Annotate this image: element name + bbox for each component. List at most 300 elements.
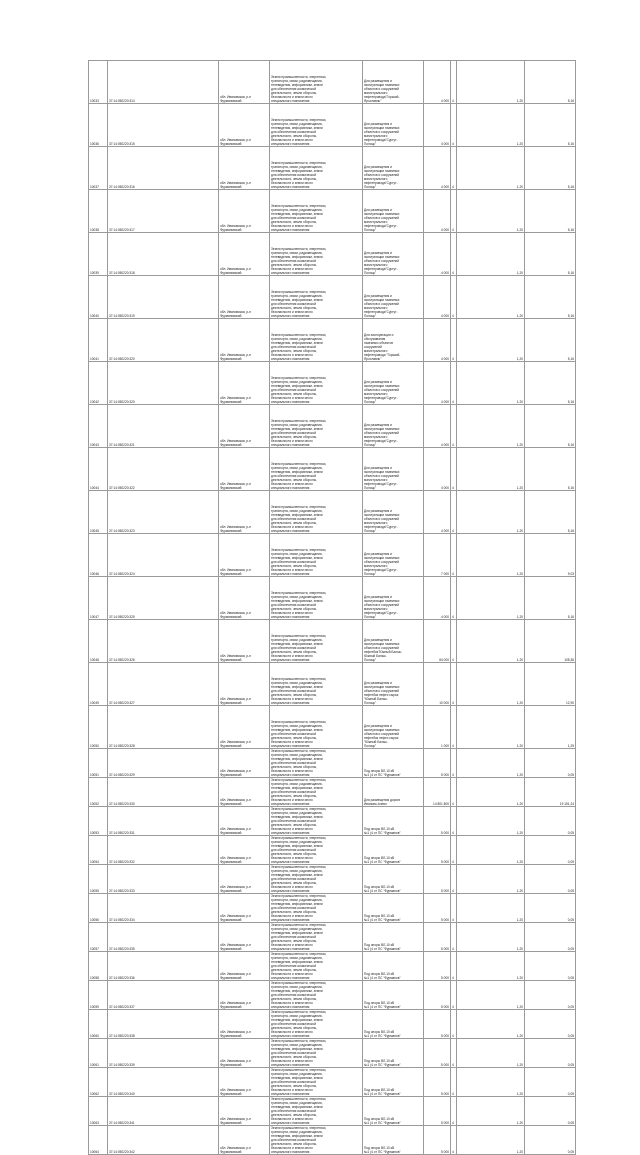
land-category-cell-line: Земли промышленности, энергетики, xyxy=(271,807,327,811)
location-cell xyxy=(219,61,270,104)
permitted-use-cell xyxy=(363,147,424,190)
land-category-cell-line: деятельности, земли обороны, xyxy=(271,1113,317,1117)
row-id-cell: 10043 xyxy=(89,405,108,448)
land-category-cell-line: Земли промышленности, энергетики, xyxy=(271,677,327,681)
location-cell-line: Фурмановский xyxy=(220,773,242,777)
land-category-cell-line: для обеспечения космической xyxy=(271,173,317,177)
area-cell: 84 000 xyxy=(424,620,451,663)
table-row xyxy=(89,405,576,448)
land-category-cell-line: для обеспечения космической xyxy=(271,87,317,91)
land-category-cell-line: деятельности, земли обороны, xyxy=(271,177,317,181)
location-cell-line: Фурмановский xyxy=(220,1034,242,1038)
location-cell-line: обл. Ивановская, р-н xyxy=(220,267,251,271)
land-category-cell-line: телевидения, информатики, земли xyxy=(271,384,323,388)
amount-cell: 0,05 xyxy=(525,1068,576,1097)
land-category-cell-line: специального назначения xyxy=(271,99,310,103)
area-cell: 5 000 xyxy=(424,836,451,865)
permitted-use-cell-line: магистрального xyxy=(364,392,388,396)
location-cell xyxy=(219,104,270,147)
land-category-cell-line: для обеспечения космической xyxy=(271,1080,317,1084)
location-cell-line: обл. Ивановская, р-н xyxy=(220,1001,251,1005)
unit-cell: 4 xyxy=(451,534,457,577)
permitted-use-cell-line: нефтепровода"Горький- xyxy=(364,95,400,99)
permitted-use-cell-line: магистрального xyxy=(364,349,388,353)
land-category-cell-line: транспорта, связи, радиовещания, xyxy=(271,337,323,341)
area-cell: 5 000 xyxy=(424,1126,451,1155)
land-category-cell-line: транспорта, связи, радиовещания, xyxy=(271,681,323,685)
amount-cell: 5,16 xyxy=(525,405,576,448)
land-category-cell-line: транспорта, связи, радиовещания, xyxy=(271,423,323,427)
land-category-cell-line: Земли промышленности, энергетики, xyxy=(271,548,327,552)
unit-cell: 4 xyxy=(451,807,457,836)
permitted-use-cell-line: №1 (4 от ПС "Фурманов" xyxy=(364,1092,401,1096)
table-row xyxy=(89,778,576,807)
row-id-cell: 10039 xyxy=(89,233,108,276)
cadastral-number-cell: 37:14:050220:337 xyxy=(108,981,219,1010)
location-cell-line: Фурмановский xyxy=(220,976,242,980)
table-row xyxy=(89,448,576,491)
location-cell-line: обл. Ивановская, р-н xyxy=(220,138,251,142)
land-category-cell-line: безопасности и земли иного xyxy=(271,697,313,701)
cadastral-number-cell: 37:14:050220:321 xyxy=(108,405,219,448)
land-category-cell-line: деятельности, земли обороны, xyxy=(271,910,317,914)
unit-cell: 4 xyxy=(451,448,457,491)
land-category-cell-line: транспорта, связи, радиовещания, xyxy=(271,165,323,169)
location-cell xyxy=(219,836,270,865)
location-cell-line: обл. Ивановская, р-н xyxy=(220,568,251,572)
land-category-cell-line: транспорта, связи, радиовещания, xyxy=(271,294,323,298)
permitted-use-cell xyxy=(363,923,424,952)
land-category-cell-line: телевидения, информатики, земли xyxy=(271,642,323,646)
permitted-use-cell xyxy=(363,836,424,865)
location-cell xyxy=(219,923,270,952)
row-id-cell: 10033 xyxy=(89,61,108,104)
table-row xyxy=(89,577,576,620)
land-category-cell xyxy=(270,104,363,147)
cadastral-number-cell: 37:14:050220:342 xyxy=(108,1126,219,1155)
land-category-cell-line: безопасности и земли иного xyxy=(271,568,313,572)
land-category-cell-line: транспорта, связи, радиовещания, xyxy=(271,1101,323,1105)
permitted-use-cell-line: обслуживания xyxy=(364,337,386,341)
location-cell-line: обл. Ивановская, р-н xyxy=(220,798,251,802)
area-cell: 4 000 xyxy=(424,577,451,620)
land-category-cell-line: транспорта, связи, радиовещания, xyxy=(271,724,323,728)
land-category-cell-line: Земли промышленности, энергетики, xyxy=(271,749,327,753)
rate-cell: 1,20 xyxy=(457,1039,525,1068)
row-id-cell: 10040 xyxy=(89,276,108,319)
permitted-use-cell-line: нефтепровода"Сургут- xyxy=(364,439,398,443)
amount-cell: 0,05 xyxy=(525,749,576,778)
location-cell-line: обл. Ивановская, р-н xyxy=(220,914,251,918)
location-cell-line: обл. Ивановская, р-н xyxy=(220,654,251,658)
table-row xyxy=(89,1039,576,1068)
land-category-cell-line: Земли промышленности, энергетики, xyxy=(271,634,327,638)
location-cell-line: обл. Ивановская, р-н xyxy=(220,697,251,701)
row-id-cell: 10051 xyxy=(89,749,108,778)
area-cell: 5 000 xyxy=(424,952,451,981)
location-cell-line: обл. Ивановская, р-н xyxy=(220,482,251,486)
land-category-cell-line: телевидения, информатики, земли xyxy=(271,786,323,790)
land-category-cell xyxy=(270,190,363,233)
unit-cell: 4 xyxy=(451,952,457,981)
permitted-use-cell-line: эксплуатации наземных xyxy=(364,513,400,517)
land-category-cell-line: деятельности, земли обороны, xyxy=(271,1026,317,1030)
permitted-use-cell-line: эксплуатации наземных xyxy=(364,255,400,259)
location-cell xyxy=(219,319,270,362)
location-cell xyxy=(219,1068,270,1097)
unit-cell: 4 xyxy=(451,749,457,778)
unit-cell: 4 xyxy=(451,778,457,807)
location-cell-line: обл. Ивановская, р-н xyxy=(220,181,251,185)
location-cell xyxy=(219,663,270,706)
permitted-use-cell xyxy=(363,865,424,894)
land-category-cell-line: деятельности, земли обороны, xyxy=(271,1055,317,1059)
permitted-use-cell-line: №1 (4 от ПС "Фурманов" xyxy=(364,831,401,835)
land-category-cell-line: деятельности, земли обороны, xyxy=(271,650,317,654)
rate-cell: 1,20 xyxy=(457,1068,525,1097)
location-cell-line: обл. Ивановская, р-н xyxy=(220,611,251,615)
area-cell: 5 000 xyxy=(424,894,451,923)
area-cell: 5 000 xyxy=(424,923,451,952)
land-category-cell-line: специального назначения xyxy=(271,701,310,705)
permitted-use-cell-line: Под опоры ВЛ-10 кВ xyxy=(364,914,395,918)
amount-cell: 5,16 xyxy=(525,491,576,534)
land-category-cell-line: Земли промышленности, энергетики, xyxy=(271,591,327,595)
location-cell xyxy=(219,1126,270,1155)
permitted-use-cell-line: №1 (4 от ПС "Фурманов" xyxy=(364,1005,401,1009)
location-cell xyxy=(219,749,270,778)
location-cell-line: Фурмановский xyxy=(220,314,242,318)
unit-cell: 4 xyxy=(451,577,457,620)
land-category-cell-line: транспорта, связи, радиовещания, xyxy=(271,1043,323,1047)
location-cell xyxy=(219,894,270,923)
amount-cell: 0,05 xyxy=(525,865,576,894)
land-category-cell-line: Земли промышленности, энергетики, xyxy=(271,419,327,423)
row-id-cell: 10054 xyxy=(89,836,108,865)
land-category-cell-line: для обеспечения космической xyxy=(271,877,317,881)
land-category-cell-line: Земли промышленности, энергетики, xyxy=(271,462,327,466)
land-category-cell-line: деятельности, земли обороны, xyxy=(271,881,317,885)
cadastral-number-cell: 37:14:050220:327 xyxy=(108,663,219,706)
location-cell-line: Фурмановский xyxy=(220,1005,242,1009)
land-category-cell-line: телевидения, информатики, земли xyxy=(271,427,323,431)
location-cell xyxy=(219,807,270,836)
land-category-cell-line: Земли промышленности, энергетики, xyxy=(271,1039,327,1043)
land-category-cell-line: для обеспечения космической xyxy=(271,474,317,478)
unit-cell: 4 xyxy=(451,319,457,362)
permitted-use-cell-line: сооружений xyxy=(364,345,382,349)
location-cell xyxy=(219,778,270,807)
permitted-use-cell-line: Для размещения и xyxy=(364,724,392,728)
land-category-cell-line: специального назначения xyxy=(271,142,310,146)
permitted-use-cell-line: объектов и сооружений xyxy=(364,474,399,478)
land-category-cell xyxy=(270,807,363,836)
permitted-use-cell-line: Под опоры ВЛ-10 кВ xyxy=(364,1030,395,1034)
land-category-cell-line: телевидения, информатики, земли xyxy=(271,1076,323,1080)
land-category-cell-line: Земли промышленности, энергетики, xyxy=(271,778,327,782)
unit-cell: 4 xyxy=(451,362,457,405)
permitted-use-cell-line: Для размещения и xyxy=(364,509,392,513)
land-category-cell-line: для обеспечения космической xyxy=(271,819,317,823)
permitted-use-cell-line: эксплуатации наземных xyxy=(364,427,400,431)
permitted-use-cell-line: Для размещения и xyxy=(364,595,392,599)
location-cell xyxy=(219,448,270,491)
unit-cell: 4 xyxy=(451,620,457,663)
land-category-cell-line: деятельности, земли обороны, xyxy=(271,349,317,353)
unit-cell: 4 xyxy=(451,276,457,319)
permitted-use-cell-line: Полоцк" xyxy=(364,228,377,232)
cadastral-number-cell: 37:14:050220:334 xyxy=(108,894,219,923)
permitted-use-cell-line: нефтебаз"Южный Балык- xyxy=(364,650,402,654)
land-category-cell-line: безопасности и земли иного xyxy=(271,827,313,831)
land-category-cell-line: транспорта, связи, радиовещания, xyxy=(271,811,323,815)
area-cell: 5 000 xyxy=(424,749,451,778)
permitted-use-cell-line: нефтепровода"Сургут- xyxy=(364,568,398,572)
land-category-cell-line: телевидения, информатики, земли xyxy=(271,599,323,603)
land-category-cell-line: деятельности, земли обороны, xyxy=(271,220,317,224)
land-category-cell-line: транспорта, связи, радиовещания, xyxy=(271,985,323,989)
table-row xyxy=(89,362,576,405)
land-category-cell-line: специального назначения xyxy=(271,185,310,189)
permitted-use-cell xyxy=(363,952,424,981)
table-row xyxy=(89,952,576,981)
unit-cell: 4 xyxy=(451,491,457,534)
cadastral-number-cell: 37:14:050220:330 xyxy=(108,778,219,807)
amount-cell: 5,16 xyxy=(525,362,576,405)
area-cell: 4 000 xyxy=(424,61,451,104)
amount-cell: 5,16 xyxy=(525,577,576,620)
land-category-cell-line: транспорта, связи, радиовещания, xyxy=(271,380,323,384)
land-category-cell-line: телевидения, информатики, земли xyxy=(271,1047,323,1051)
location-cell-line: Фурмановский xyxy=(220,357,242,361)
land-category-cell xyxy=(270,1097,363,1126)
location-cell-line: обл. Ивановская, р-н xyxy=(220,439,251,443)
permitted-use-cell-line: Полоцк" xyxy=(364,572,377,576)
land-category-cell-line: специального назначения xyxy=(271,658,310,662)
location-cell xyxy=(219,577,270,620)
row-id-cell: 10037 xyxy=(89,147,108,190)
permitted-use-cell-line: объектов и сооружений xyxy=(364,87,399,91)
land-category-cell-line: безопасности и земли иного xyxy=(271,310,313,314)
row-id-cell: 10045 xyxy=(89,491,108,534)
permitted-use-cell-line: эксплуатации наземных xyxy=(364,599,400,603)
location-cell xyxy=(219,981,270,1010)
amount-cell: 12,90 xyxy=(525,663,576,706)
permitted-use-cell-line: эксплуатации наземных xyxy=(364,298,400,302)
cadastral-number-cell: 37:14:050220:328 xyxy=(108,706,219,749)
land-category-cell-line: Земли промышленности, энергетики, xyxy=(271,290,327,294)
row-id-cell: 10042 xyxy=(89,362,108,405)
land-category-cell-line: телевидения, информатики, земли xyxy=(271,728,323,732)
land-category-cell-line: для обеспечения космической xyxy=(271,431,317,435)
land-plot-table xyxy=(88,60,576,1155)
area-cell: 4 000 xyxy=(424,405,451,448)
row-id-cell: 10046 xyxy=(89,534,108,577)
land-category-cell-line: Земли промышленности, энергетики, xyxy=(271,204,327,208)
unit-cell: 4 xyxy=(451,706,457,749)
cadastral-number-cell: 37:14:050220:335 xyxy=(108,923,219,952)
land-category-cell xyxy=(270,534,363,577)
location-cell-line: Фурмановский xyxy=(220,486,242,490)
permitted-use-cell-line: эксплуатации наземных xyxy=(364,728,400,732)
unit-cell: 4 xyxy=(451,894,457,923)
land-category-cell-line: специального назначения xyxy=(271,860,310,864)
land-category-cell-line: специального назначения xyxy=(271,889,310,893)
permitted-use-cell-line: Полоцк" xyxy=(364,701,377,705)
unit-cell: 4 xyxy=(451,836,457,865)
permitted-use-cell-line: эксплуатации наземных xyxy=(364,556,400,560)
location-cell-line: Фурмановский xyxy=(220,185,242,189)
table-row xyxy=(89,61,576,104)
permitted-use-cell-line: №1 (4 от ПС "Фурманов" xyxy=(364,773,401,777)
amount-cell: 1,29 xyxy=(525,706,576,749)
land-category-cell-line: Земли промышленности, энергетики, xyxy=(271,118,327,122)
permitted-use-cell-line: Под опоры ВЛ-10 кВ xyxy=(364,1088,395,1092)
table-row xyxy=(89,104,576,147)
land-category-cell xyxy=(270,894,363,923)
land-category-cell-line: для обеспечения космической xyxy=(271,848,317,852)
land-category-cell-line: специального назначения xyxy=(271,918,310,922)
permitted-use-cell-line: нефтепровода"Сургут- xyxy=(364,224,398,228)
permitted-use-cell-line: магистрального xyxy=(364,521,388,525)
land-category-cell-line: безопасности и земли иного xyxy=(271,1088,313,1092)
permitted-use-cell xyxy=(363,1126,424,1155)
land-category-cell-line: для обеспечения космической xyxy=(271,689,317,693)
permitted-use-cell-line: №1 (4 от ПС "Фурманов" xyxy=(364,976,401,980)
permitted-use-cell-line: наземных объектов xyxy=(364,341,393,345)
permitted-use-cell-line: магистрального xyxy=(364,177,388,181)
area-cell: 10 000 xyxy=(424,663,451,706)
land-plot-table-sheet xyxy=(88,60,574,1155)
area-cell: 1 000 xyxy=(424,706,451,749)
rate-cell: 1,20 xyxy=(457,276,525,319)
permitted-use-cell-line: Под опоры ВЛ-10 кВ xyxy=(364,769,395,773)
unit-cell: 4 xyxy=(451,1068,457,1097)
table-row xyxy=(89,923,576,952)
rate-cell: 1,20 xyxy=(457,491,525,534)
amount-cell: 5,16 xyxy=(525,276,576,319)
land-category-cell-line: деятельности, земли обороны, xyxy=(271,564,317,568)
rate-cell: 1,20 xyxy=(457,749,525,778)
land-category-cell-line: безопасности и земли иного xyxy=(271,1030,313,1034)
land-category-cell-line: безопасности и земли иного xyxy=(271,1001,313,1005)
row-id-cell: 10062 xyxy=(89,1068,108,1097)
land-category-cell xyxy=(270,276,363,319)
permitted-use-cell xyxy=(363,448,424,491)
land-category-cell-line: Земли промышленности, энергетики, xyxy=(271,952,327,956)
land-category-cell-line: транспорта, связи, радиовещания, xyxy=(271,1130,323,1134)
cadastral-number-cell: 37:14:050220:336 xyxy=(108,952,219,981)
location-cell-line: обл. Ивановская, р-н xyxy=(220,1059,251,1063)
land-category-cell-line: телевидения, информатики, земли xyxy=(271,902,323,906)
land-category-cell-line: телевидения, информатики, земли xyxy=(271,126,323,130)
amount-cell: 5,16 xyxy=(525,190,576,233)
permitted-use-cell-line: нефтепровода"Сургут- xyxy=(364,138,398,142)
land-category-cell xyxy=(270,706,363,749)
land-category-cell-line: транспорта, связи, радиовещания, xyxy=(271,869,323,873)
land-category-cell-line: специального назначения xyxy=(271,615,310,619)
permitted-use-cell-line: магистрального xyxy=(364,91,388,95)
amount-cell: 9,03 xyxy=(525,534,576,577)
permitted-use-cell xyxy=(363,405,424,448)
permitted-use-cell-line: объектов и сооружений xyxy=(364,130,399,134)
land-category-cell-line: телевидения, информатики, земли xyxy=(271,255,323,259)
land-category-cell xyxy=(270,1010,363,1039)
land-category-cell xyxy=(270,778,363,807)
amount-cell: 0,05 xyxy=(525,981,576,1010)
land-category-cell xyxy=(270,865,363,894)
permitted-use-cell-line: Ярославль" xyxy=(364,357,382,361)
land-category-cell-line: безопасности и земли иного xyxy=(271,267,313,271)
location-cell-line: Фурмановский xyxy=(220,615,242,619)
land-category-cell-line: транспорта, связи, радиовещания, xyxy=(271,552,323,556)
table-row xyxy=(89,981,576,1010)
row-id-cell: 10052 xyxy=(89,778,108,807)
land-category-cell-line: Земли промышленности, энергетики, xyxy=(271,1126,327,1130)
location-cell-line: обл. Ивановская, р-н xyxy=(220,1117,251,1121)
row-id-cell: 10047 xyxy=(89,577,108,620)
location-cell-line: Фурмановский xyxy=(220,228,242,232)
row-id-cell: 10050 xyxy=(89,706,108,749)
land-category-cell-line: специального назначения xyxy=(271,976,310,980)
amount-cell: 108,36 xyxy=(525,620,576,663)
land-category-cell-line: безопасности и земли иного xyxy=(271,396,313,400)
location-cell-line: обл. Ивановская, р-н xyxy=(220,943,251,947)
land-category-cell-line: деятельности, земли обороны, xyxy=(271,997,317,1001)
amount-cell: 19 151,24 xyxy=(525,778,576,807)
land-category-cell-line: для обеспечения космической xyxy=(271,388,317,392)
location-cell-line: обл. Ивановская, р-н xyxy=(220,525,251,529)
land-category-cell-line: специального назначения xyxy=(271,802,310,806)
land-category-cell-line: Земли промышленности, энергетики, xyxy=(271,75,327,79)
amount-cell: 0,05 xyxy=(525,807,576,836)
permitted-use-cell xyxy=(363,706,424,749)
land-category-cell-line: безопасности и земли иного xyxy=(271,885,313,889)
land-category-cell-line: для обеспечения космической xyxy=(271,732,317,736)
permitted-use-cell xyxy=(363,362,424,405)
land-category-cell-line: транспорта, связи, радиовещания, xyxy=(271,1014,323,1018)
permitted-use-cell-line: Ярославль" xyxy=(364,99,382,103)
rate-cell: 1,20 xyxy=(457,233,525,276)
land-category-cell-line: деятельности, земли обороны, xyxy=(271,736,317,740)
land-category-cell-line: для обеспечения космической xyxy=(271,1138,317,1142)
land-category-cell xyxy=(270,749,363,778)
land-category-cell xyxy=(270,923,363,952)
cadastral-number-cell: 37:14:050220:322 xyxy=(108,448,219,491)
location-cell-line: Фурмановский xyxy=(220,99,242,103)
land-category-cell-line: специального назначения xyxy=(271,831,310,835)
land-category-cell-line: для обеспечения космической xyxy=(271,1022,317,1026)
permitted-use-cell xyxy=(363,749,424,778)
land-category-cell-line: специального назначения xyxy=(271,773,310,777)
permitted-use-cell xyxy=(363,104,424,147)
location-cell-line: Фурмановский xyxy=(220,572,242,576)
land-category-cell-line: телевидения, информатики, земли xyxy=(271,931,323,935)
location-cell-line: Фурмановский xyxy=(220,1121,242,1125)
area-cell: 5 000 xyxy=(424,807,451,836)
land-category-cell-line: деятельности, земли обороны, xyxy=(271,478,317,482)
table-row xyxy=(89,491,576,534)
land-category-cell-line: телевидения, информатики, земли xyxy=(271,212,323,216)
unit-cell: 4 xyxy=(451,663,457,706)
row-id-cell: 10055 xyxy=(89,865,108,894)
land-category-cell-line: Земли промышленности, энергетики, xyxy=(271,161,327,165)
permitted-use-cell-line: Под опоры ВЛ-10 кВ xyxy=(364,885,395,889)
table-row xyxy=(89,663,576,706)
permitted-use-cell xyxy=(363,61,424,104)
rate-cell: 1,20 xyxy=(457,1126,525,1155)
land-category-cell-line: специального назначения xyxy=(271,1150,310,1154)
